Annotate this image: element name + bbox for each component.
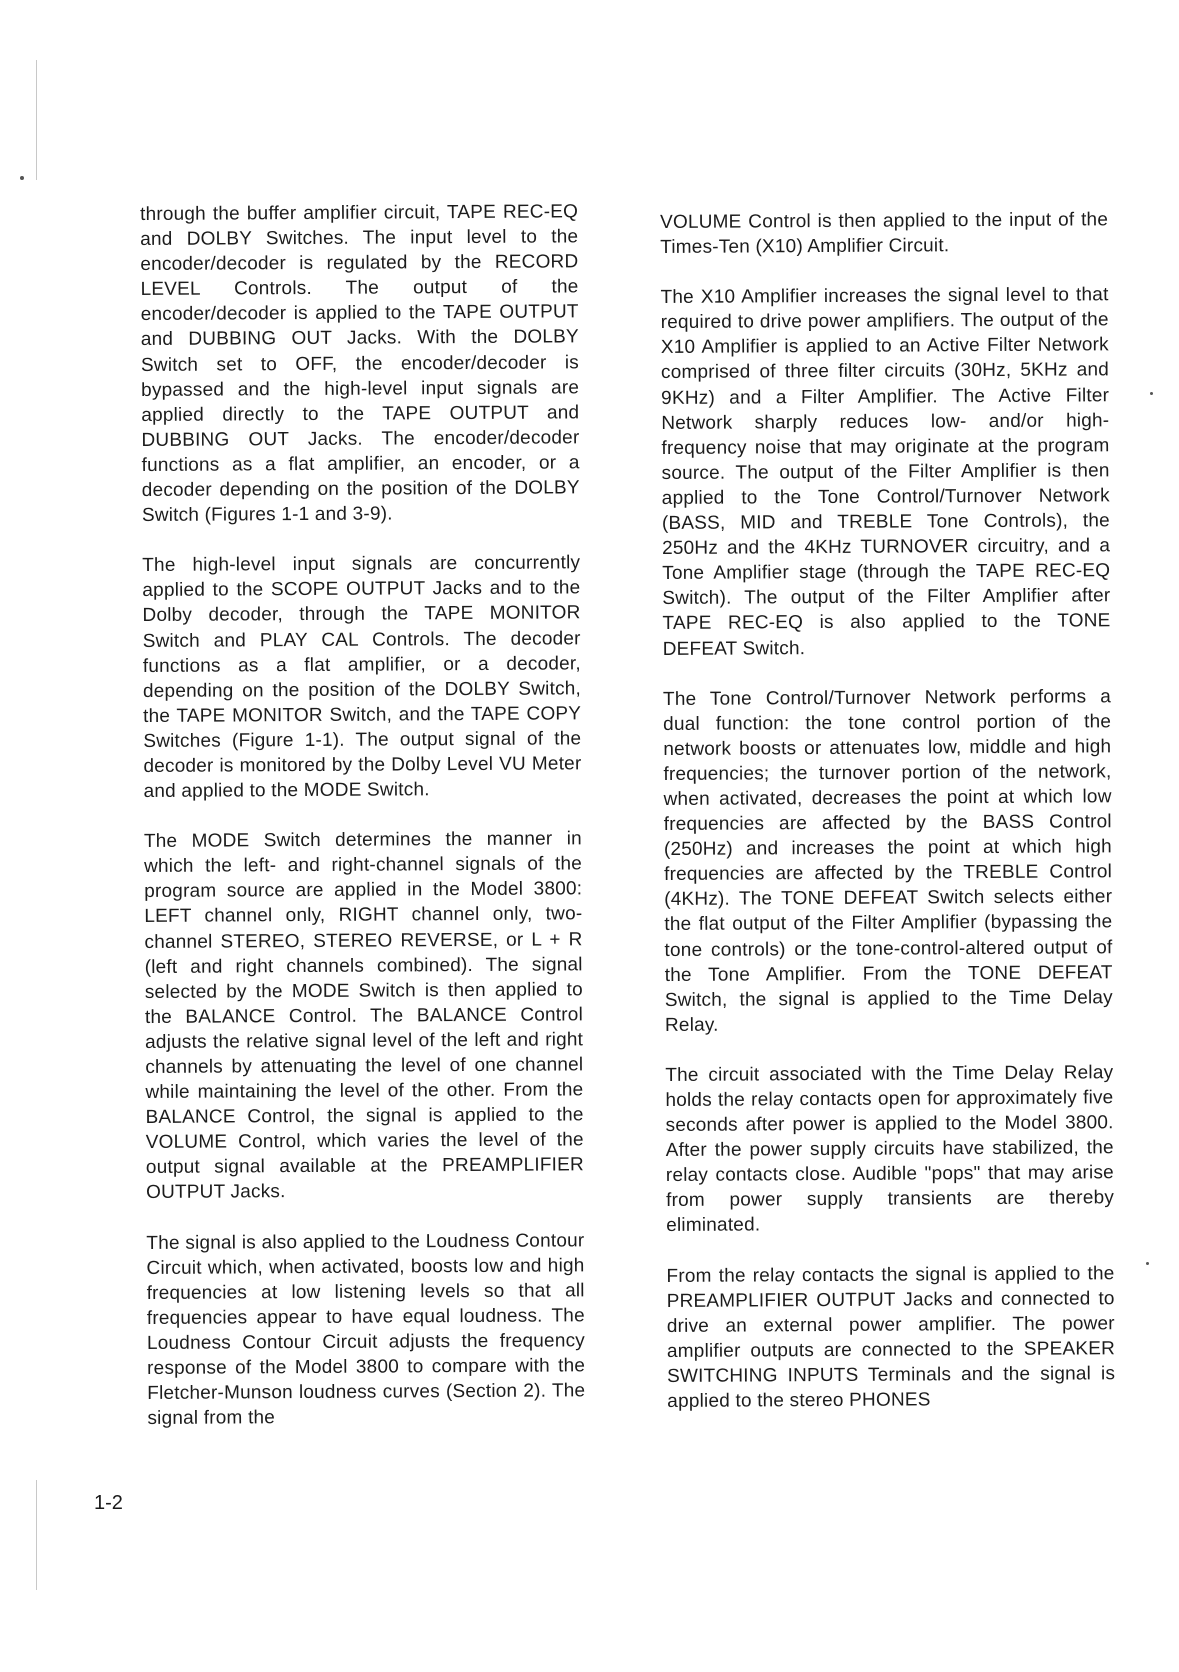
- body-paragraph: The high-level input signals are concurrently applied to the SCOPE OUTPUT Jacks and to the Dolby decoder, through the TAPE MONITOR Switch and PLAY CAL Controls. The decoder functions as a flat amplifier, or a decoder, depending on the position of the DOLBY Switch, the TAPE MONITOR Switch, and the TAPE COPY Switches (Figure 1-1). The output signal of the decoder is monitored by the Dolby Level VU Meter and applied to the MODE Switch.: [142, 552, 582, 803]
- body-paragraph: The MODE Switch determines the manner in which the left- and right-channel signals of the program source are applied in the Model 3800: LEFT channel only, RIGHT channel only, two-channel STEREO, STEREO REVERSE, or L + R (left and right channels combined). The signal selected by the MODE Switch is then applied to the BALANCE Control. The BALANCE Control adjusts the relative signal level of the left and right channels by attenuating the level of one channel while maintaining the level of the other. From the BALANCE Control, the signal is applied to the VOLUME Control, which varies the level of the output signal available at the PREAMPLIFIER OUTPUT Jacks.: [143, 828, 584, 1204]
- scan-speck: [1146, 1262, 1149, 1265]
- body-paragraph: through the buffer amplifier circuit, TAPE REC-EQ and DOLBY Switches. The input level to the encoder/decoder is regulated by the RECORD LEVEL Controls. The output of the encoder/decoder is applied to the TAPE OUTPUT and DUBBING OUT Jacks. With the DOLBY Switch set to OFF, the encoder/decoder is bypassed and the high-level input signals are applied directly to the TAPE OUTPUT and DUBBING OUT Jacks. The encoder/decoder functions as a flat amplifier, an encoder, or a decoder depending on the position of the DOLBY Switch (Figures 1-1 and 3-9).: [140, 201, 580, 527]
- scan-speck: [1150, 392, 1153, 395]
- body-paragraph: The Tone Control/Turnover Network performs a dual function: the tone control portion of the network boosts or attenuates low, middle and high frequencies; the turnover portion of the network, when activated, decreases the point at which low frequencies are affected by the BASS Control (250Hz) and increases the point at which high frequencies are affected by the TREBLE Control (4KHz). The TONE DEFEAT Switch selects either the flat output of the Filter Amplifier (bypassing the tone controls) or the tone-control-altered output of the Tone Amplifier. From the TONE DEFEAT Switch, the signal is applied to the Time Delay Relay.: [662, 685, 1113, 1036]
- right-text-column: [660, 207, 1115, 1439]
- scan-edge-mark: [36, 1480, 37, 1590]
- body-paragraph: The circuit associated with the Time Delay Relay holds the relay contacts open for approximately five seconds after power is applied to the Model 3800. After the power supply circuits have stabilized, the relay contacts close. Audible "pops" that may arise from power supply transients are thereby eliminated.: [665, 1062, 1115, 1237]
- body-paragraph: The X10 Amplifier increases the signal level to that required to drive power amplifiers. The output of the X10 Amplifier is applied to an Active Filter Network comprised of three filter circuits (30Hz, 5KHz and 9KHz) and a Filter Amplifier. The Active Filter Network sharply reduces low- and/or high-frequency noise that may originate at the program source. The output of the Filter Amplifier is then applied to the Tone Control/Turnover Network (BASS, MID and TREBLE Tone Controls), the 250Hz and the 4KHz TURNOVER circuitry, and a Tone Amplifier stage (through the TAPE REC-EQ Switch). The output of the Filter Amplifier after TAPE REC-EQ is also applied to the TONE DEFEAT Switch.: [660, 284, 1111, 660]
- body-paragraph: VOLUME Control is then applied to the input of the Times-Ten (X10) Amplifier Circuit.: [660, 209, 1109, 259]
- page-number: 1-2: [94, 1492, 123, 1514]
- scan-speck: [20, 176, 24, 180]
- scan-edge-mark: [36, 60, 37, 180]
- left-text-column: [140, 199, 586, 1456]
- body-paragraph: From the relay contacts the signal is applied to the PREAMPLIFIER OUTPUT Jacks and connected to drive an external power amplifier. The power amplifier outputs are connected to the SPEAKER SWITCHING INPUTS Terminals and the signal is applied to the stereo PHONES: [666, 1262, 1116, 1413]
- body-paragraph: The signal is also applied to the Loudness Contour Circuit which, when activated, boosts low and high frequencies at low listening levels so that all frequencies appear to have equal loudness. The Loudness Contour Circuit adjusts the frequency response of the Model 3800 to compare with the Fletcher-Munson loudness curves (Section 2). The signal from the: [146, 1229, 586, 1430]
